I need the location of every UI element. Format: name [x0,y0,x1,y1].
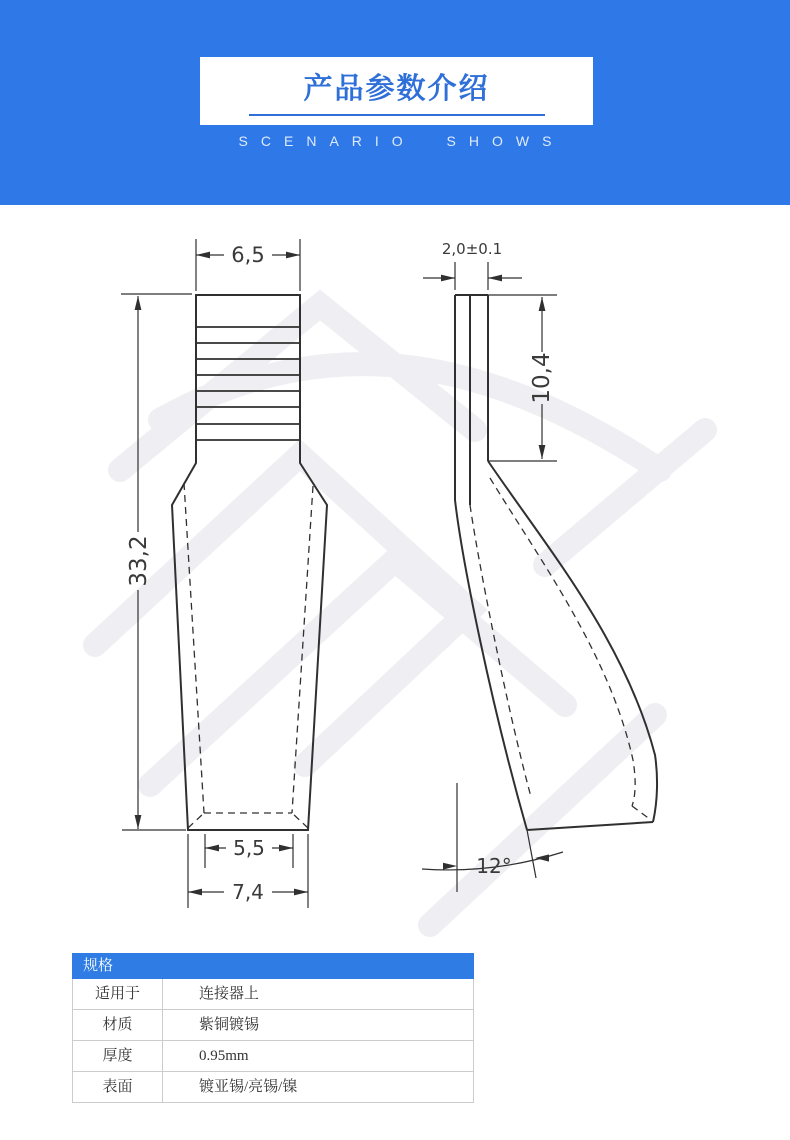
spec-value: 连接器上 [199,986,260,1002]
watermark-logo [95,305,705,925]
dim-front-bottom-inner-width: 5,5 [233,836,265,860]
spec-table [72,953,474,1103]
dim-side-bend-angle: 12° [476,854,512,878]
spec-value: 镀亚锡/亮锡/镍 [199,1079,298,1095]
spec-value: 紫铜镀锡 [199,1017,260,1033]
spec-row-application [72,979,474,1010]
spec-label: 适用于 [73,979,163,1009]
dim-side-thickness: 2,0±0.1 [441,240,503,258]
spec-value: 0.95mm [199,1048,249,1064]
spec-row-material [72,1010,474,1041]
spec-row-surface [72,1072,474,1103]
spec-label: 厚度 [73,1041,163,1071]
dim-front-bottom-outer-width: 7,4 [232,880,264,904]
dim-front-total-height: 33,2 [126,535,152,587]
page-title: 产品参数介绍 [303,73,490,105]
spec-row-thickness [72,1041,474,1072]
hero-subtitle: SCENARIO SHOWS [238,133,565,149]
dim-side-straight-length: 10,4 [529,352,555,404]
spec-table-title: 规格 [72,953,474,979]
spec-label: 材质 [73,1010,163,1040]
side-hidden-edges [470,478,651,820]
dim-front-top-width: 6,5 [231,243,265,267]
spec-label: 表面 [73,1072,163,1102]
